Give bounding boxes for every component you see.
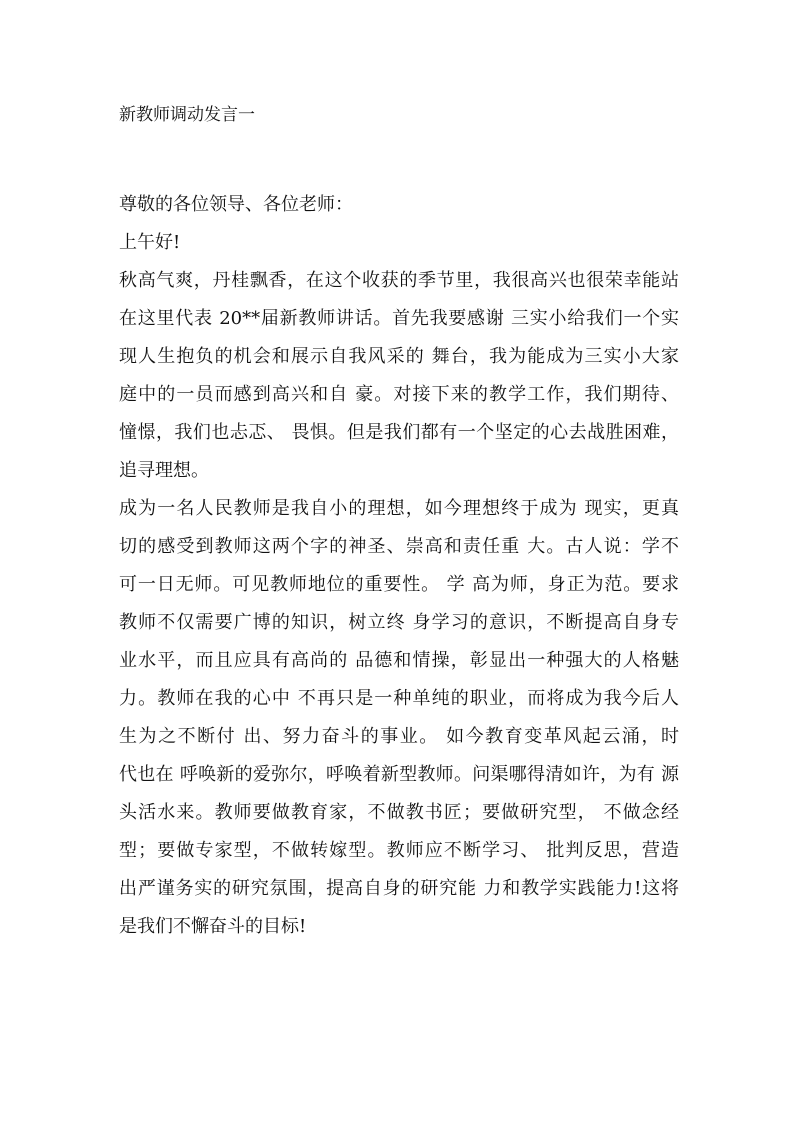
paragraph-2-line: 业水平，而且应具有高尚的 品德和情操，彰显出一种强大的人格魅 bbox=[119, 650, 679, 671]
paragraph-1-line: 秋高气爽，丹桂飘香，在这个收获的季节里，我很高兴也很荣幸能站 bbox=[119, 270, 679, 291]
paragraph-1-line: 现人生抱负的机会和展示自我风采的 舞台，我为能成为三实小大家 bbox=[119, 346, 679, 367]
document-body bbox=[119, 186, 679, 946]
paragraph-2-line: 教师不仅需要广博的知识，树立终 身学习的意识，不断提高自身专 bbox=[119, 612, 679, 633]
paragraph-2-line: 头活水来。教师要做教育家，不做教书匠；要做研究型， 不做念经 bbox=[119, 802, 679, 823]
paragraph-2-line: 力。教师在我的心中 不再只是一种单纯的职业，而将成为我今后人 bbox=[119, 688, 679, 709]
paragraph-2-line: 代也在 呼唤新的爱弥尔，呼唤着新型教师。问渠哪得清如许，为有 源 bbox=[119, 764, 679, 785]
paragraph-1-line: 憧憬，我们也忐忑、 畏惧。但是我们都有一个坚定的心去战胜困难， bbox=[119, 422, 679, 443]
paragraph-2-line: 型；要做专家型，不做转嫁型。教师应不断学习、 批判反思，营造 bbox=[119, 840, 679, 861]
paragraph-1-line: 在这里代表 20**届新教师讲话。首先我要感谢 三实小给我们一个实 bbox=[119, 308, 679, 329]
paragraph-2-line: 切的感受到教师这两个字的神圣、崇高和责任重 大。古人说：学不 bbox=[119, 536, 679, 557]
greeting-line: 上午好! bbox=[119, 232, 181, 253]
paragraph-2-line: 出严谨务实的研究氛围，提高自身的研究能 力和教学实践能力!这将 bbox=[119, 878, 679, 899]
paragraph-1-line: 庭中的一员而感到高兴和自 豪。对接下来的教学工作，我们期待、 bbox=[119, 384, 679, 405]
document-title: 新教师调动发言一 bbox=[119, 105, 255, 125]
paragraph-2-line: 是我们不懈奋斗的目标! bbox=[119, 916, 307, 937]
paragraph-2-line: 成为一名人民教师是我自小的理想，如今理想终于成为 现实，更真 bbox=[119, 498, 679, 519]
paragraph-1-line: 追寻理想。 bbox=[119, 460, 209, 481]
salutation-line: 尊敬的各位领导、各位老师： bbox=[119, 194, 353, 215]
paragraph-2-line: 生为之不断付 出、努力奋斗的事业。 如今教育变革风起云涌，时 bbox=[119, 726, 679, 747]
paragraph-2-line: 可一日无师。可见教师地位的重要性。 学 高为师，身正为范。要求 bbox=[119, 574, 679, 595]
